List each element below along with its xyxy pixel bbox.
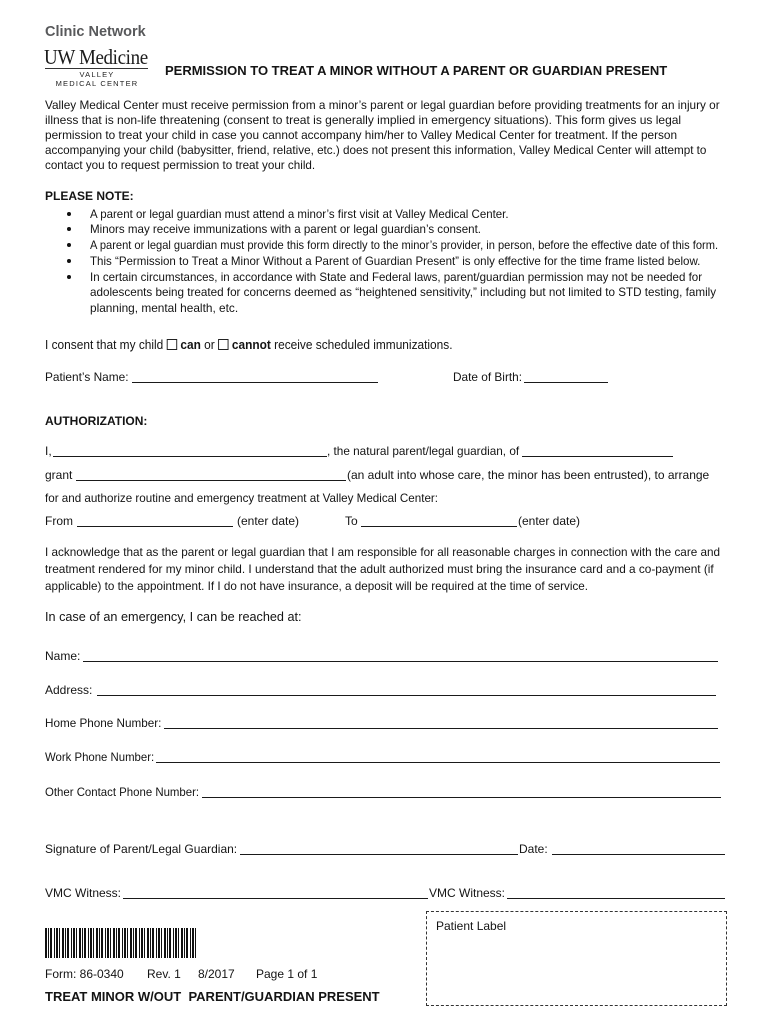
barcode xyxy=(45,928,198,958)
patient-label-box[interactable] xyxy=(426,911,727,1006)
authorization-heading: AUTHORIZATION: xyxy=(45,414,148,428)
patient-label-caption: Patient Label xyxy=(436,919,507,933)
form-date: 8/2017 xyxy=(198,967,235,981)
form-number: Form: 86-0340 xyxy=(45,967,124,981)
intro-line: illness that is non-life threatening (consent to treat is generally implied in emergency situations). This form gives us legal xyxy=(45,113,682,127)
emergency-name-field[interactable] xyxy=(83,648,718,662)
logo-sub-medical-center: MEDICAL CENTER xyxy=(55,79,139,88)
guardian-signature-label: Signature of Parent/Legal Guardian: xyxy=(45,842,238,856)
logo-sub-valley: VALLEY xyxy=(79,70,115,79)
note-bullet-text: A parent or legal guardian must attend a minor’s first visit at Valley Medical Center. xyxy=(90,207,509,221)
grant-label: grant xyxy=(45,468,73,482)
logo-divider xyxy=(45,68,148,69)
form-title: PERMISSION TO TREAT A MINOR WITHOUT A PARENT OR GUARDIAN PRESENT xyxy=(165,63,668,78)
patient-name-label: Patient’s Name: xyxy=(45,370,129,384)
acknowledgement-line: I acknowledge that as the parent or legal guardian that I am responsible for all reasonable charges in connection with the care and xyxy=(45,545,721,559)
cannot-checkbox[interactable] xyxy=(218,339,228,350)
note-bullet xyxy=(66,253,726,269)
form-revision: Rev. 1 xyxy=(147,967,181,981)
consent-option-can: can xyxy=(180,338,201,352)
home-phone-field[interactable] xyxy=(164,715,718,729)
emergency-address-field[interactable] xyxy=(97,682,716,696)
clinic-network-label: Clinic Network xyxy=(45,24,146,40)
intro-line: permission to treat your child in case you cannot accompany him/her to Valley Medical Center for treatment. If the person xyxy=(45,128,678,142)
emergency-name-label: Name: xyxy=(45,649,81,663)
minor-name-field[interactable] xyxy=(522,443,673,457)
patient-name-field[interactable] xyxy=(132,369,378,383)
guardian-i-label: I, xyxy=(45,444,52,458)
to-label: To xyxy=(345,514,358,528)
witness-1-field[interactable] xyxy=(123,885,428,899)
note-bullet xyxy=(66,237,726,253)
guardian-of-label: , the natural parent/legal guardian, of xyxy=(327,444,520,458)
bullet-dot xyxy=(67,227,71,231)
logo-wordmark: UW Medicine xyxy=(44,45,148,69)
guardian-name-field[interactable] xyxy=(53,443,327,457)
witness-2-label: VMC Witness: xyxy=(429,886,506,900)
note-bullet-text: In certain circumstances, in accordance with State and Federal laws, parent/guardian permission may not be needed for xyxy=(90,270,703,284)
grant-note: (an adult into whose care, the minor has been entrusted), to arrange xyxy=(347,468,710,482)
uw-medicine-logo xyxy=(44,46,150,92)
from-enter-date-hint: (enter date) xyxy=(237,514,300,528)
guardian-signature-field[interactable] xyxy=(240,841,518,855)
intro-line: Valley Medical Center must receive permission from a minor’s parent or legal guardian before providing treatments for an injury or xyxy=(45,98,720,112)
can-checkbox[interactable] xyxy=(167,339,177,350)
other-phone-field[interactable] xyxy=(202,784,721,798)
from-label: From xyxy=(45,514,73,528)
page-number: Page 1 of 1 xyxy=(256,967,318,981)
date-of-birth-field[interactable] xyxy=(524,369,608,383)
from-date-field[interactable] xyxy=(77,513,233,527)
home-phone-label: Home Phone Number: xyxy=(45,716,162,730)
work-phone-label: Work Phone Number: xyxy=(45,750,155,764)
bullet-dot xyxy=(67,259,71,263)
note-bullet xyxy=(66,221,726,237)
please-note-heading: PLEASE NOTE: xyxy=(45,189,134,203)
intro-line: contact you to request permission to treat your child. xyxy=(45,158,316,172)
immunization-consent xyxy=(45,337,453,353)
acknowledgement-line: treatment rendered for my minor child. I understand that the adult authorized must bring the insurance card and a co-payment (if xyxy=(45,562,714,576)
note-bullet-text: planning, mental health, etc. xyxy=(90,301,239,315)
note-bullet-text: Minors may receive immunizations with a parent or legal guardian’s consent. xyxy=(90,222,482,236)
other-phone-label: Other Contact Phone Number: xyxy=(45,785,200,799)
acknowledgement-line: applicable) to the appointment. If I do not have insurance, a deposit will be required at the time of service. xyxy=(45,579,589,593)
form-short-title: TREAT MINOR W/OUT PARENT/GUARDIAN PRESENT xyxy=(45,989,380,1004)
work-phone-field[interactable] xyxy=(156,749,720,763)
signature-date-label: Date: xyxy=(519,842,548,856)
note-bullet-text: A parent or legal guardian must provide this form directly to the minor’s provider, in person, before the effective date of this form. xyxy=(90,238,719,252)
authorized-adult-field[interactable] xyxy=(76,467,346,481)
note-bullet xyxy=(66,206,726,222)
authorize-treatment-line: for and authorize routine and emergency treatment at Valley Medical Center: xyxy=(45,491,439,505)
consent-option-cannot: cannot xyxy=(231,338,271,352)
emergency-address-label: Address: xyxy=(45,683,93,697)
note-bullet xyxy=(66,269,726,316)
witness-2-field[interactable] xyxy=(507,885,725,899)
note-bullet-text: This “Permission to Treat a Minor Without a Parent of Guardian Present” is only effective for the time frame listed below. xyxy=(90,254,701,268)
intro-line: accompanying your child (babysitter, friend, relative, etc.) does not present this information, Valley Medical Center will attempt to xyxy=(45,143,707,157)
witness-1-label: VMC Witness: xyxy=(45,886,122,900)
consent-or: or xyxy=(204,338,215,352)
date-of-birth-label: Date of Birth: xyxy=(453,370,523,384)
bullet-dot xyxy=(67,212,71,216)
to-date-field[interactable] xyxy=(361,513,517,527)
note-bullet-text: adolescents being treated for concerns deemed as “heightened sensitivity,” including but not limited to STD testing, family xyxy=(90,285,717,299)
bullet-dot xyxy=(67,243,71,247)
to-enter-date-hint: (enter date) xyxy=(518,514,581,528)
consent-prefix: I consent that my child xyxy=(45,338,164,352)
bullet-dot xyxy=(67,275,71,279)
signature-date-field[interactable] xyxy=(552,841,725,855)
consent-suffix: receive scheduled immunizations. xyxy=(274,338,453,352)
emergency-heading: In case of an emergency, I can be reached at: xyxy=(45,609,302,624)
